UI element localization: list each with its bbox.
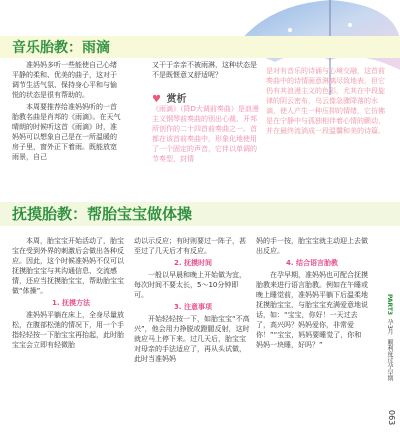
touch-section-title: 抚摸胎教：帮胎宝宝做体操 xyxy=(12,205,193,223)
appreciate-heading xyxy=(152,90,186,105)
touch-column-3 xyxy=(256,236,368,352)
touch-column-2 xyxy=(134,236,252,366)
subheading-time: 2. 抚摸时间 xyxy=(174,259,212,267)
appreciate-text: 《雨滴》（降D大调前奏曲）是浪漫主义钢琴前奏曲的别出心裁、开邦所创作的二十四首前奏曲之一。首都在该首前奏曲中，形象化地使用了一个固定的声音，它伴以单调的节奏型，封情 xyxy=(152,105,259,163)
side-label xyxy=(382,290,396,385)
page-number: 063 xyxy=(387,410,396,426)
touch-method-text: 准妈妈平躺在床上，全身尽量放松，在腹部松弛的情况下，用一个手指轻轻按一下胎宝宝再抬起，此时胎宝宝会立即有轻微胎 xyxy=(12,311,124,349)
touch-col3-text: 妈的手一按，胎宝宝就主动迎上去做出反应。 xyxy=(256,237,368,255)
touch-time-text: 一般以早晨和晚上开始做为宜，每次时间不要太长，5～10分钟即可。 xyxy=(134,271,246,299)
music-paragraph-2: 本周要推荐给准妈妈听的一首胎教名曲是肖邦的《雨滴》。在天气晴朗的时候听这首《雨滴》时，准妈妈可以想象自己是在一所温暖的房子里，窗外正下着雨。既能放宽雨景，自己 xyxy=(12,103,121,161)
heart-icon: ♥ xyxy=(152,94,161,105)
part-label: PART3 xyxy=(386,294,393,316)
subheading-method: 1. 抚摸方法 xyxy=(52,299,90,307)
touch-column-1 xyxy=(12,236,130,352)
music-column-2: 又干于亲亲不被雨淋，这种状态是不是既惬意又舒适呢？ xyxy=(152,61,257,79)
touch-language-text: 在孕早期，准妈妈也可配合抚摸胎教来进行语言胎教。例如在午睡或晚上睡觉前，准妈妈平躺下后温柔地抚摸胎宝宝，与胎宝宝充满爱意地说话，如：“宝宝，你好！一天过去了，高兴吗？妈妈爱你，非常爱你！”“宝宝，妈妈要睡觉了，你和妈妈一块睡，好吗？” xyxy=(256,271,368,349)
touch-col2-text: 动以示反应；有时则要过一阵子，甚至过了几天后才有反应。 xyxy=(134,237,246,255)
music-column-3: 是对有音乐的诗诵与心境交融，这首前奏曲中的诗情画意淋漓尽致地表，但它仍有其浪漫主义的色彩，尤其在中段旋律的阴云密布，乌云像急骤降落的水滴，使人产生一种压抑的情绪，它仿佛是在宁静中与孤独相伴着心情的颤动，并在最终流淌成一段温馨和美的诗篇。 xyxy=(266,67,385,135)
music-paragraph-1: 准妈妈多听一些能使自己心绪平静的柔和、优美的曲子，这对于调节生活气氛、保持身心平和与愉悦的状态是很有帮助的。 xyxy=(12,61,117,99)
appreciate-label: 赏析 xyxy=(166,94,187,105)
subheading-language: 4. 结合语言胎教 xyxy=(286,259,338,267)
music-column-1 xyxy=(12,60,122,164)
music-section-title: 音乐胎教：雨滴 xyxy=(12,40,110,56)
touch-intro: 本周，胎宝宝开始活动了，胎宝宝在受到外界的刺激后会做出各种反应。因此，这个时候准妈妈不仅可以抚摸胎宝宝与其沟通信息、交流感情，还应当抚摸胎宝宝，帮助胎宝宝做“体操”。 xyxy=(12,237,124,295)
phase-label: 顺利度过孕早期 xyxy=(386,338,393,381)
subheading-notes: 3. 注意事项 xyxy=(174,303,212,311)
month-label: 孕3月 xyxy=(386,319,393,335)
touch-notes-text: 开始轻轻按一下，如胎宝宝“不高兴”，他会用力挣脱或蹬腿反射，这时就应马上停下来。过几天后，胎宝宝对母亲的手法适应了，再从头试做，此时当准妈妈 xyxy=(134,315,250,363)
